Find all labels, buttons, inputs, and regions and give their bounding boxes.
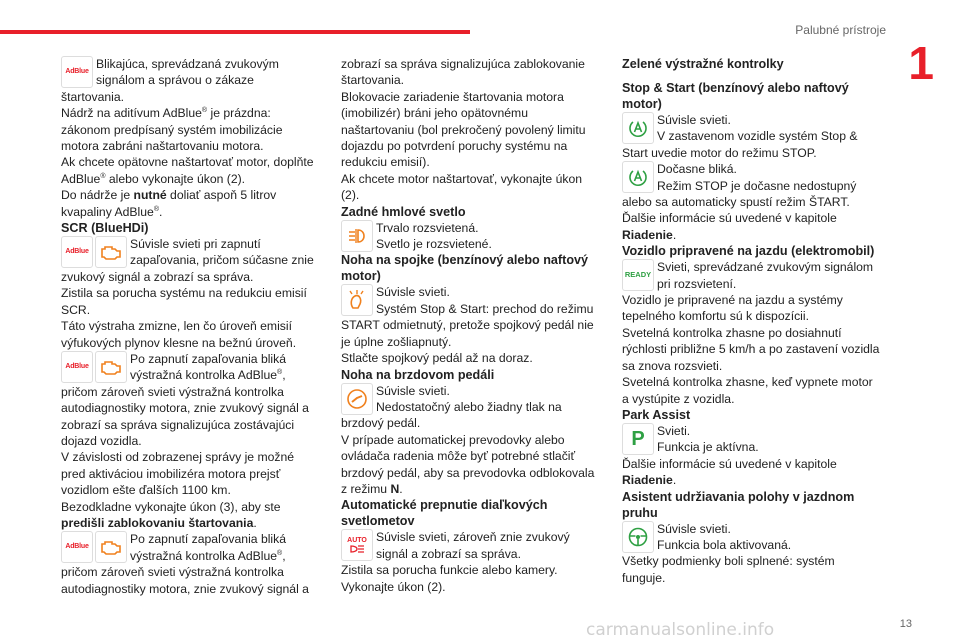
park-assist-icon	[622, 423, 654, 455]
stop-start-icon	[622, 112, 654, 144]
chapter-number: 1	[908, 37, 934, 89]
park-assist-entry	[622, 423, 880, 456]
paragraph: Ak chcete opätovne naštartovať motor, doplňte AdBlue® alebo vykonajte úkon (2).	[61, 155, 314, 186]
section-heading: Stop & Start (benzínový alebo naftový motor)	[622, 81, 849, 111]
paragraph: Zistila sa porucha systému na redukciu emisií SCR.	[61, 286, 307, 317]
adblue-icon-label: AdBlue	[65, 67, 89, 75]
entry-line: Súvisle svieti.	[376, 285, 450, 300]
column-2	[341, 56, 599, 595]
entry-line: Funkcia je aktívna.	[657, 440, 759, 455]
paragraph: Ak chcete motor naštartovať, vykonajte úkon (2).	[341, 171, 582, 203]
paragraph: Nádrž na aditívum AdBlue® je prázdna: zákonom predpísaný systém imobilizácie motora zabráni naštartovaniu motora.	[61, 106, 283, 154]
adblue-icon	[61, 56, 93, 88]
column-3	[622, 56, 880, 586]
paragraph: Do nádrže je nutné doliať aspoň 5 litrov kvapaliny AdBlue®.	[61, 188, 277, 219]
section-heading: Noha na brzdovom pedáli	[341, 367, 495, 382]
section-title: Palubné prístroje	[795, 23, 886, 37]
section-heading: Park Assist	[622, 407, 691, 422]
entry-line: Súvisle svieti.	[376, 383, 450, 398]
entry-line: Blikajúca, sprevádzaná zvukovým	[96, 57, 279, 71]
rear-fog-light-icon	[341, 220, 373, 252]
paragraph: Bezodkladne vykonajte úkon (3), aby ste predišli zablokovaniu štartovania.	[61, 499, 281, 530]
entry-line: Dočasne bliká.	[657, 162, 737, 177]
entry-line: Trvalo rozsvietená.	[376, 220, 479, 235]
paragraph: Ďalšie informácie sú uvedené v kapitole Riadenie.	[622, 211, 837, 242]
entry-line: Funkcia bola aktivovaná.	[657, 537, 792, 552]
paragraph: Svetelná kontrolka zhasne, keď vypnete motor a vystúpite z vozidla.	[622, 375, 873, 406]
foot-on-clutch-icon	[341, 284, 373, 316]
auto-high-beam-icon	[341, 529, 373, 561]
adblue-block-entry	[61, 531, 319, 564]
paragraph: pričom zároveň svieti výstražná kontrolka autodiagnostiky motora, znie zvukový signál a	[61, 565, 309, 596]
entry-line: Po zapnutí zapaľovania bliká	[130, 351, 287, 366]
entry-line: Systém Stop & Start: prechod do režimu	[376, 301, 594, 316]
entry-line: signálom a správou o zákaze štartovania.	[61, 73, 254, 104]
rear-fog-entry	[341, 220, 599, 253]
section-heading: Zelené výstražné kontrolky	[622, 57, 784, 71]
adblue-empty-entry	[61, 56, 319, 105]
paragraph: Vozidlo je pripravené na jazdu a systémy tepelného komfortu sú k dispozícii.	[622, 293, 843, 324]
adblue-icon: AdBlue	[61, 531, 93, 563]
adblue-blink-entry	[61, 351, 319, 384]
entry-line: výstražná kontrolka AdBlue®,	[130, 548, 286, 563]
ready-icon	[622, 259, 654, 291]
paragraph: Vykonajte úkon (2).	[341, 579, 446, 594]
paragraph: Stlačte spojkový pedál až na doraz.	[341, 351, 533, 366]
column-1	[61, 56, 319, 597]
foot-on-brake-icon	[341, 383, 373, 415]
paragraph: Svetelná kontrolka zhasne po dosiahnutí rýchlosti približne 5 km/h a po zastavení vozidla sa znova rozsvieti.	[622, 325, 880, 373]
section-heading: Zadné hmlové svetlo	[341, 204, 466, 219]
paragraph: V závislosti od zobrazenej správy je možné pred aktiváciou imobilizéra motora prejsť vozidlom ešte ďalších 1100 km.	[61, 450, 295, 498]
entry-line: Nedostatočný alebo žiadny tlak na	[376, 399, 562, 414]
section-heading: Automatické prepnutie diaľkových svetlometov	[341, 498, 548, 529]
stop-start-on-entry	[622, 112, 880, 145]
paragraph: brzdový pedál.	[341, 416, 421, 431]
engine-icon	[95, 351, 127, 383]
paragraph: Start uvedie motor do režimu STOP.	[622, 145, 817, 160]
adblue-icon: AdBlue	[61, 236, 93, 268]
entry-line: Súvisle svieti.	[657, 113, 731, 127]
section-heading: Asistent udržiavania polohy v jazdnom pruhu	[622, 489, 855, 520]
paragraph: Ďalšie informácie sú uvedené v kapitole Riadenie.	[622, 456, 837, 488]
adblue-icon: AdBlue	[61, 351, 93, 383]
entry-line: Režim STOP je dočasne nedostupný	[657, 178, 857, 193]
paragraph: Blokovacie zariadenie štartovania motora (imobilizér) bráni jeho opätovnému naštartovaniu (bol prekročený povolený limitu dojazdu po potvrdení poruchy systému na redukciu emisií).	[341, 89, 586, 170]
auto-icon-label: AUTO	[347, 536, 367, 544]
entry-line: Svieti, sprevádzané zvukovým signálom	[657, 260, 874, 275]
engine-icon	[95, 531, 127, 563]
entry-line: Po zapnutí zapaľovania bliká	[130, 532, 287, 547]
entry-line: výstražná kontrolka AdBlue®,	[130, 368, 286, 383]
entry-line: Súvisle svieti pri zapnutí	[130, 237, 261, 252]
header-red-bar	[0, 30, 470, 34]
clutch-entry	[341, 284, 599, 317]
stop-start-blink-entry	[622, 161, 880, 194]
entry-line: Súvisle svieti, zároveň znie zvukový	[376, 530, 570, 545]
paragraph: alebo sa automaticky spustí režim ŠTART.	[622, 195, 850, 210]
section-heading: Vozidlo pripravené na jazdu (elektromobil)	[622, 244, 875, 259]
paragraph: START odmietnutý, pretože spojkový pedál nie je úplne zošliapnutý.	[341, 318, 594, 349]
auto-high-beam-entry	[341, 529, 599, 562]
watermark: carmanualsonline.info	[586, 619, 775, 640]
entry-line: Svetlo je rozsvietené.	[376, 237, 492, 252]
paragraph: V prípade automatickej prevodovky alebo ovládača radenia môže byť potrebné stlačiť brzdový pedál, aby sa prevodovka odblokovala z režimu N.	[341, 432, 595, 496]
lane-keeping-icon	[622, 521, 654, 553]
brake-pedal-entry	[341, 383, 599, 416]
entry-line: zapaľovania, pričom súčasne znie	[130, 253, 314, 268]
engine-icon	[95, 236, 127, 268]
page-number: 13	[899, 617, 912, 630]
paragraph: pričom zároveň svieti výstražná kontrolka autodiagnostiky motora, znie zvukový signál a zobrazí sa správa signalizujúca zostávajúci dojazd vozidla.	[61, 384, 309, 448]
entry-line: pri rozsvietení.	[657, 276, 737, 291]
paragraph: Zistila sa porucha funkcie alebo kamery.	[341, 563, 558, 578]
paragraph: zvukový signál a zobrazí sa správa.	[61, 269, 254, 284]
section-heading: SCR (BlueHDi)	[61, 221, 149, 236]
paragraph: Táto výstraha zmizne, len čo úroveň emisií výfukových plynov klesne na bežnú úroveň.	[61, 319, 297, 350]
lane-keeping-entry	[622, 521, 880, 554]
entry-line: V zastavenom vozidle systém Stop &	[657, 129, 858, 144]
paragraph: Všetky podmienky boli splnené: systém funguje.	[622, 554, 835, 585]
stop-start-icon	[622, 161, 654, 193]
entry-line: Súvisle svieti.	[657, 521, 731, 536]
section-heading: Noha na spojke (benzínový alebo naftový motor)	[341, 253, 589, 284]
park-icon-label: P	[631, 427, 645, 450]
paragraph: zobrazí sa správa signalizujúca zablokovanie štartovania.	[341, 57, 585, 88]
entry-line: Svieti.	[657, 423, 691, 438]
ready-icon-label: READY	[624, 270, 652, 280]
scr-entry	[61, 236, 319, 269]
ready-entry	[622, 259, 880, 292]
entry-line: signál a zobrazí sa správa.	[376, 546, 521, 561]
